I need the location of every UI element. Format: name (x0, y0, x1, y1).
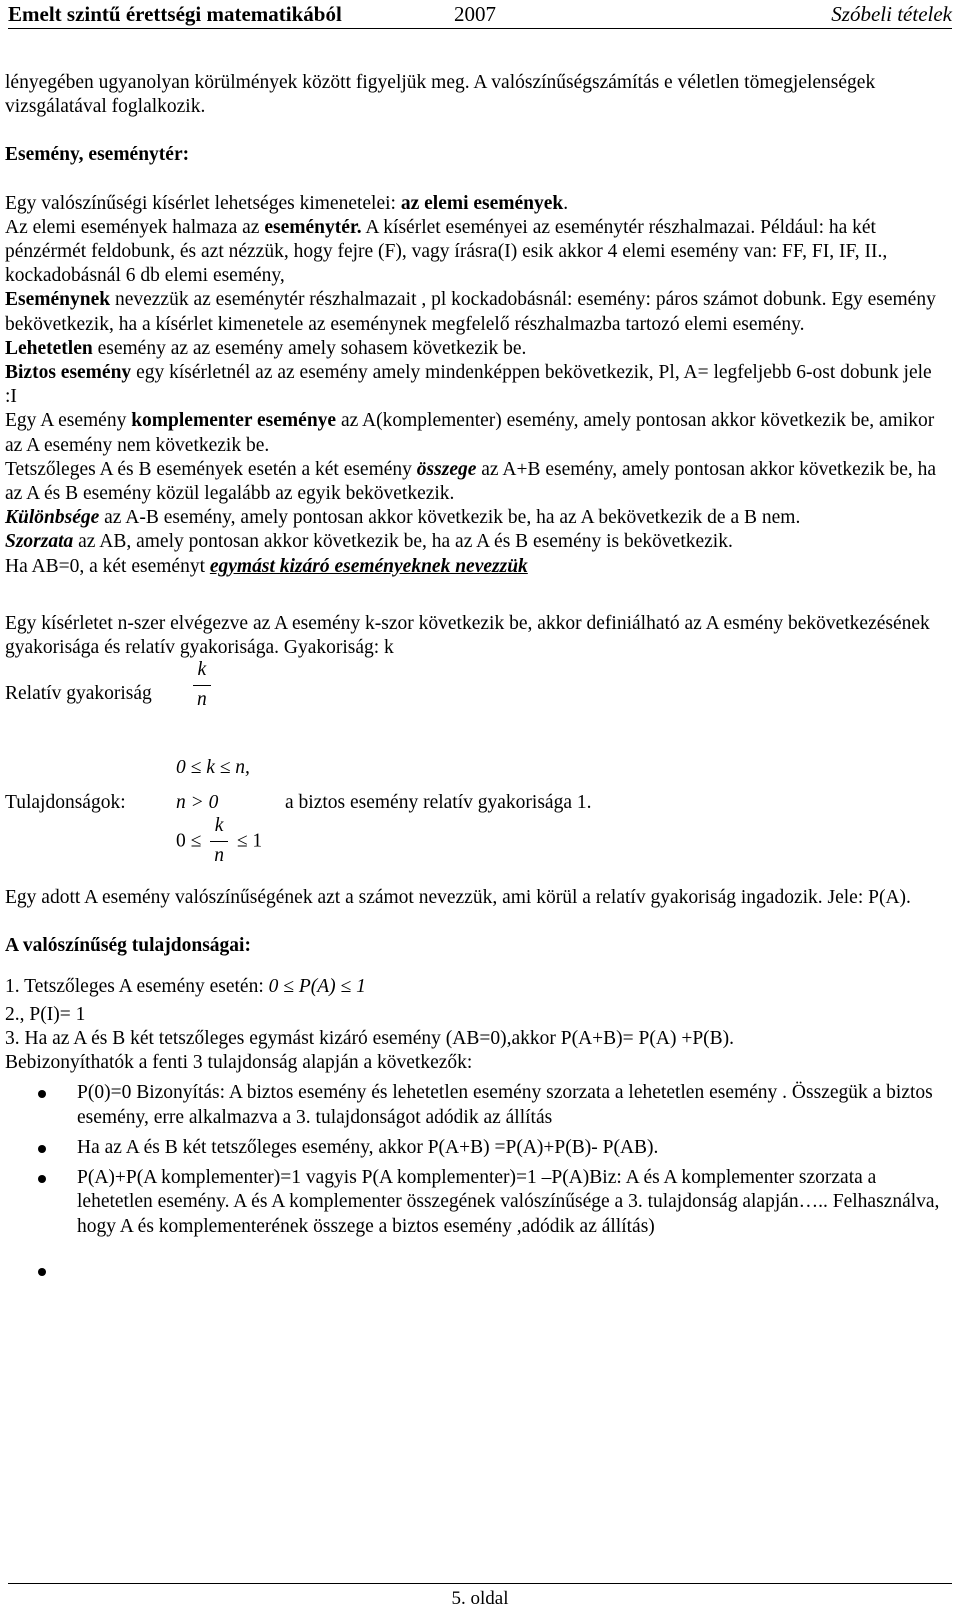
properties-label: Tulajdonságok: (5, 792, 126, 814)
relative-frequency-label: Relatív gyakoriság (5, 683, 152, 705)
list-item: P(0)=0 Bizonyítás: A biztos esemény és lehetetlen esemény szorzata a lehetetlen esemény . Összegük a biztos esemény, erre alkalmazva a 3. tulajdonságot adódik az állítás (5, 1081, 940, 1129)
section-heading-probability: A valószínűség tulajdonságai: (5, 935, 251, 957)
header-title: Emelt szintű érettségi matematikából (8, 2, 342, 26)
paragraph-impossible-event: Lehetetlen esemény az az esemény amely sohasem következik be. (5, 337, 527, 359)
spacer (5, 168, 940, 192)
spacer (5, 959, 940, 975)
page-header (8, 2, 952, 29)
spacer (5, 579, 940, 612)
paragraph-probability-definition: Egy adott A esemény valószínűségének azt a számot nevezzük, ami körül a relatív gyakoriság ingadozik. Jele: P(A). (5, 887, 911, 909)
bullet-icon (38, 1175, 46, 1183)
page-number: 5. oldal (451, 1588, 509, 1609)
bullet-icon (38, 1268, 46, 1276)
consequences-intro: Bebizonyíthatók a fenti 3 tulajdonság alapján a következők: (5, 1052, 473, 1074)
paragraph-certain-event: Biztos esemény egy kísérletnél az az esemény amely mindenképpen bekövetkezik, Pl, A= legfeljebb 6-ost dobunk jele :I (5, 362, 932, 408)
paragraph-product: Szorzata az AB, amely pontosan akkor következik be, ha az A és B esemény is bekövetkezik. (5, 531, 733, 553)
paragraph-sum: Tetszőleges A és B események esetén a két esemény összege az A+B esemény, amely pontosan akkor következik be, ha az A és B esemény közül legalább az egyik bekövetkezik. (5, 458, 937, 505)
section-heading-events: Esemény, eseménytér: (5, 144, 190, 166)
relative-frequency-line (5, 659, 940, 724)
inequality-relative-bounds: 0 ≤ $\frac{k}{n}$ ≤ 1 (176, 815, 263, 866)
header-section: Szóbeli tételek (831, 2, 952, 26)
inequality-k-bounds: 0 ≤ k ≤ n, (176, 757, 250, 779)
property-2: 2., P(I)= 1 (5, 1003, 86, 1025)
bullet-icon (38, 1145, 46, 1153)
footer-rule (8, 1583, 952, 1584)
property-1: 1. Tetszőleges A esemény esetén: 0 ≤ P(A) ≤ 1 (5, 975, 366, 997)
list-item-empty (5, 1259, 940, 1283)
intro-paragraph: lényegében ugyanolyan körülmények között figyeljük meg. A valószínűségszámítás e véletlen tömegjelenségek vizsgálatával foglalkozik. (5, 72, 876, 118)
spacer (5, 910, 940, 934)
paragraph-frequency: Egy kísérletet n-szer elvégezve az A esemény k-szor következik be, akkor definiálható az A esmény bekövetkezésének gyakorisága és relatív gyakorisága. Gyakoriság: k (5, 612, 930, 659)
list-item: P(A)+P(A komplementer)=1 vagyis P(A komplementer)=1 –P(A)Biz: A és A komplementer szorzata a lehetetlen esemény. A és A komplementer összegének valószínűsége a 3. tulajdonság alapján….. Felhasználva, hogy A és komplementerének összege a biztos esemény ,adódik az állítás) (5, 1166, 940, 1239)
spacer (5, 119, 940, 143)
paragraph-elementary-events: Egy valószínűségi kísérlet lehetséges kimenetelei: az elemi események. Az elemi események halmaza az eseménytér. A kísérlet eseményei az eseménytér részhalmazai. Például: ha két pénzérmét feldobunk, és azt nézzük, hogy fejre (F), vagy írásra(I) esik akkor 4 elemi esemény van: FF, FI, IF, II., kockadobásnál 6 db elemi esemény, (5, 192, 888, 287)
fraction-k-over-n: $\frac{k}{n}$ (193, 660, 211, 709)
property-3: 3. Ha az A és B két tetszőleges egymást kizáró esemény (AB=0),akkor P(A+B)= P(A) +P(B). (5, 1028, 735, 1050)
header-year: 2007 (454, 2, 496, 26)
certain-event-note: a biztos esemény relatív gyakorisága 1. (285, 792, 592, 814)
properties-block (5, 736, 940, 886)
page-body (5, 71, 940, 1289)
bullet-icon (38, 1090, 46, 1098)
paragraph-event-definition: Eseménynek nevezzük az eseménytér részhalmazait , pl kockadobásnál: esemény: páros számot dobunk. Egy esemény bekövetkezik, ha a kísérlet kimenetele az eseménynek megfelelő részhalmazba tartozó elemi esemény. (5, 289, 936, 335)
paragraph-complement: Egy A esemény komplementer eseménye az A(komplementer) esemény, amely pontosan akkor következik be, amikor az A esemény nem következik be. (5, 410, 935, 456)
paragraph-difference: Különbsége az A-B esemény, amely pontosan akkor következik be, ha az A bekövetkezik de a B nem. (5, 507, 801, 529)
paragraph-mutually-exclusive: Ha AB=0, a két eseményt egymást kizáró eseményeknek nevezzük (5, 555, 528, 577)
inequality-n-positive: n > 0 (176, 792, 219, 814)
list-item: Ha az A és B két tetszőleges esemény, akkor P(A+B) =P(A)+P(B)- P(AB). (5, 1136, 940, 1160)
consequences-list (5, 1081, 940, 1282)
